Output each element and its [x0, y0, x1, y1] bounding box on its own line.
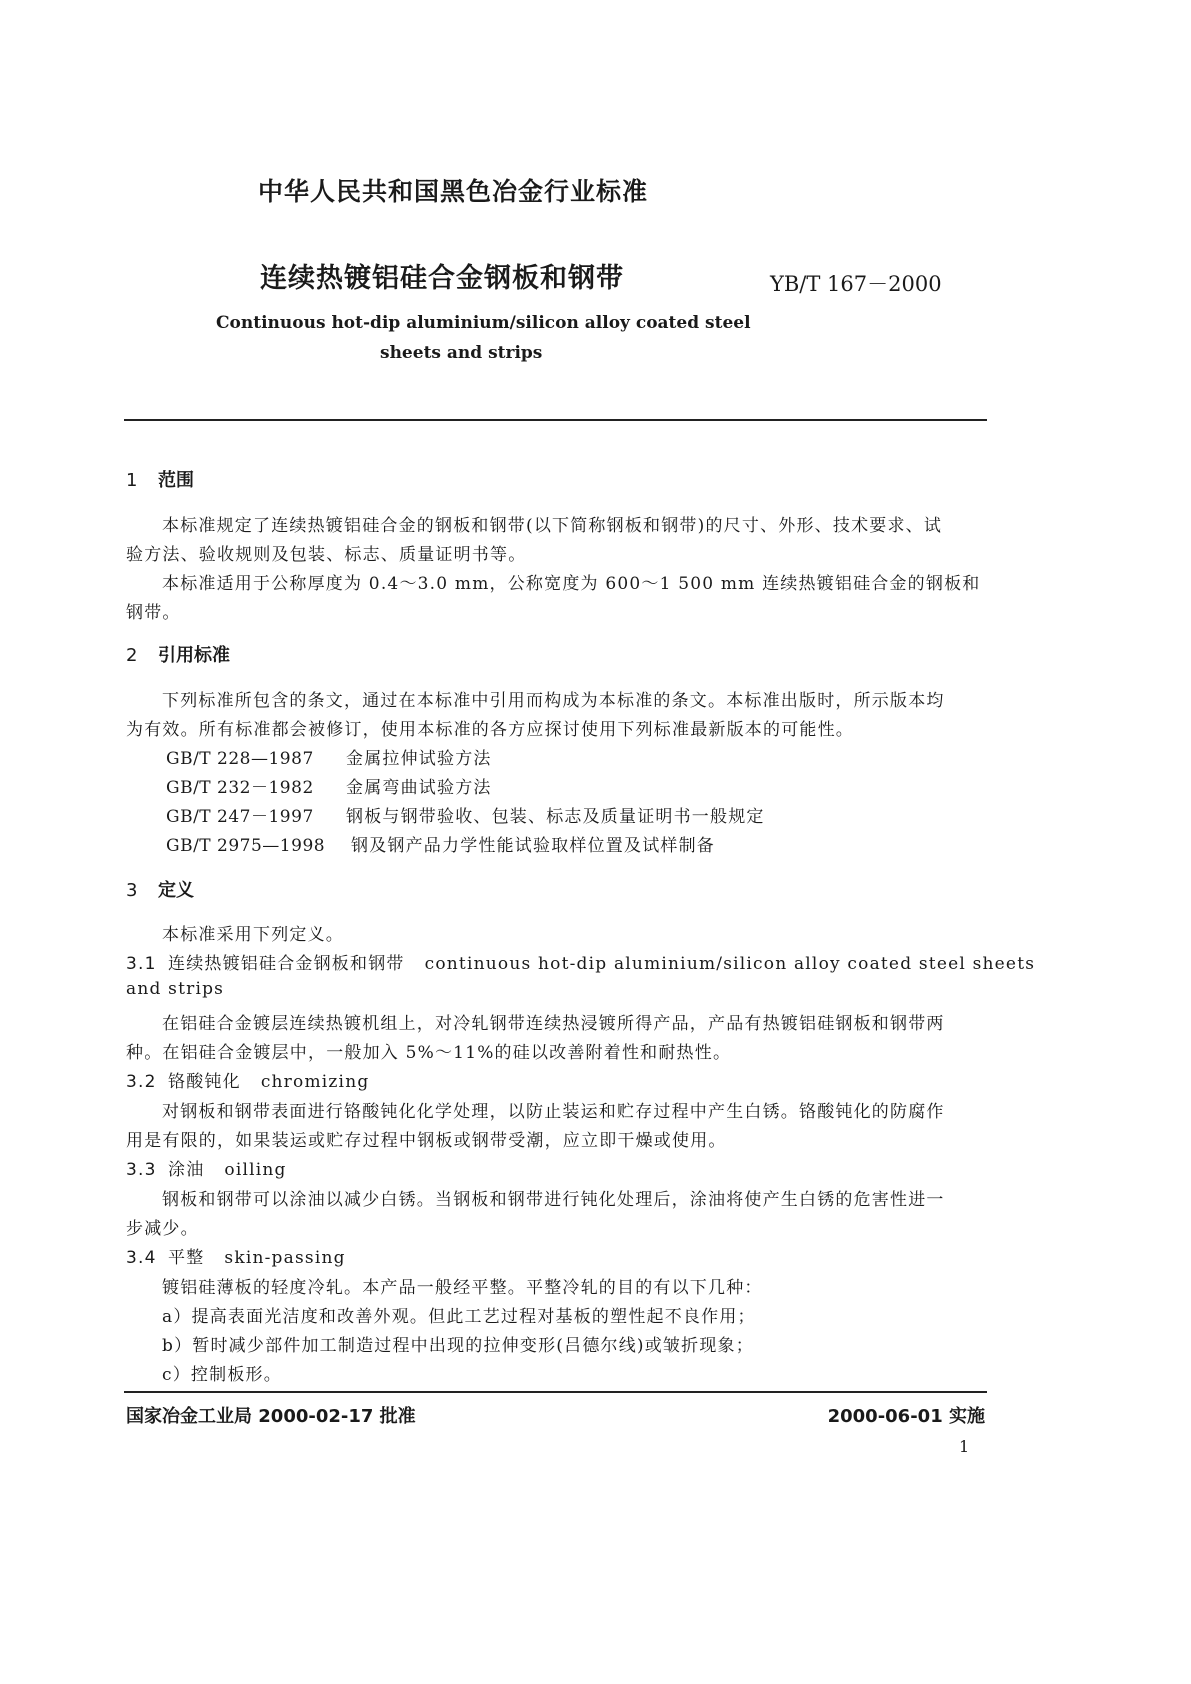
doc-title-zh: 连续热镀铝硅合金钢板和钢带: [260, 263, 624, 294]
definition-term-en: oilling: [224, 1160, 287, 1180]
definition-number: 3.1: [126, 954, 157, 974]
section-2-para-line-1: 下列标准所包含的条文，通过在本标准中引用而构成为本标准的条文。本标准出版时，所示版本均: [162, 691, 945, 711]
definition-3-2-heading: [126, 1067, 369, 1092]
definition-3-3-text-line-1: 钢板和钢带可以涂油以减少白锈。当钢板和钢带进行钝化处理后，涂油将使产生白锈的危害性进一: [162, 1190, 945, 1210]
footer-rule: [124, 1391, 987, 1393]
reference-title: 钢及钢产品力学性能试验取样位置及试样制备: [351, 836, 715, 856]
definition-3-3-heading: [126, 1155, 287, 1180]
definition-term-en: continuous hot-dip aluminium/silicon alloy coated steel sheets: [424, 954, 1036, 974]
section-1-para-2-line-1: 本标准适用于公称厚度为 0.4～3.0 mm，公称宽度为 600～1 500 mm 连续热镀铝硅合金的钢板和: [162, 574, 981, 594]
definition-3-2-text-line-1: 对钢板和钢带表面进行铬酸钝化化学处理，以防止装运和贮存过程中产生白锈。铬酸钝化的防腐作: [162, 1102, 945, 1122]
reference-code: GB/T 2975—1998: [166, 836, 326, 856]
implementation-date: 2000-06-01 实施: [827, 1406, 985, 1427]
reference-title: 钢板与钢带验收、包装、标志及质量证明书一般规定: [346, 807, 765, 827]
org-title: 中华人民共和国黑色冶金行业标准: [258, 177, 649, 206]
section-title: 定义: [158, 880, 194, 901]
definition-3-4-heading: [126, 1243, 346, 1268]
reference-code: GB/T 232－1982: [166, 778, 314, 798]
section-number: 1: [126, 470, 138, 491]
definition-term-zh: 涂油: [168, 1160, 205, 1180]
definition-3-4-text: 镀铝硅薄板的轻度冷轧。本产品一般经平整。平整冷轧的目的有以下几种：: [162, 1278, 763, 1298]
reference-item: [166, 802, 765, 827]
list-item: c）控制板形。: [162, 1365, 282, 1385]
definition-number: 3.4: [126, 1248, 157, 1268]
header-rule: [124, 419, 987, 421]
section-title: 范围: [158, 470, 194, 491]
reference-item: [166, 773, 492, 798]
approval-date: 国家冶金工业局 2000-02-17 批准: [126, 1406, 416, 1427]
section-2-heading: [126, 641, 230, 667]
definition-term-zh: 平整: [168, 1248, 205, 1268]
list-item: b）暂时减少部件加工制造过程中出现的拉伸变形(吕德尔线)或皱折现象；: [162, 1336, 754, 1356]
section-1-para-1-line-2: 验方法、验收规则及包装、标志、质量证明书等。: [126, 545, 527, 565]
page-number: 1: [959, 1437, 970, 1456]
section-1-para-2-line-2: 钢带。: [126, 603, 181, 623]
section-2-para-line-2: 为有效。所有标准都会被修订，使用本标准的各方应探讨使用下列标准最新版本的可能性。: [126, 720, 854, 740]
section-1-heading: [126, 466, 194, 492]
reference-code: GB/T 228—1987: [166, 749, 314, 769]
list-item: a）提高表面光洁度和改善外观。但此工艺过程对基板的塑性起不良作用；: [162, 1307, 756, 1327]
reference-item: [166, 744, 492, 769]
definition-term-en: skin-passing: [224, 1248, 346, 1268]
definition-term-en: chromizing: [260, 1072, 370, 1092]
section-3-intro: 本标准采用下列定义。: [162, 925, 344, 945]
section-number: 3: [126, 880, 138, 901]
doc-title-en-line2: sheets and strips: [380, 343, 543, 363]
doc-code: YB/T 167－2000: [770, 272, 942, 296]
reference-code: GB/T 247－1997: [166, 807, 314, 827]
section-1-para-1-line-1: 本标准规定了连续热镀铝硅合金的钢板和钢带(以下简称钢板和钢带)的尺寸、外形、技术要求、试: [162, 516, 943, 536]
definition-3-1-term-en-line-2: and strips: [126, 979, 225, 999]
definition-number: 3.2: [126, 1072, 157, 1092]
definition-term-zh: 铬酸钝化: [168, 1072, 241, 1092]
definition-number: 3.3: [126, 1160, 157, 1180]
doc-title-en-line1: Continuous hot-dip aluminium/silicon alloy coated steel: [216, 313, 751, 333]
reference-title: 金属拉伸试验方法: [346, 749, 492, 769]
definition-3-3-text-line-2: 步减少。: [126, 1219, 199, 1239]
definition-3-2-text-line-2: 用是有限的，如果装运或贮存过程中钢板或钢带受潮，应立即干燥或使用。: [126, 1131, 727, 1151]
definition-3-1-heading: [126, 949, 1035, 974]
reference-title: 金属弯曲试验方法: [346, 778, 492, 798]
reference-item: [166, 831, 715, 856]
definition-term-zh: 连续热镀铝硅合金钢板和钢带: [168, 954, 405, 974]
section-3-heading: [126, 876, 194, 902]
section-number: 2: [126, 645, 138, 666]
section-title: 引用标准: [158, 645, 230, 666]
definition-3-1-text-line-2: 种。在铝硅合金镀层中，一般加入 5%～11%的硅以改善附着性和耐热性。: [126, 1043, 732, 1063]
definition-3-1-text-line-1: 在铝硅合金镀层连续热镀机组上，对冷轧钢带连续热浸镀所得产品，产品有热镀铝硅钢板和钢带两: [162, 1014, 945, 1034]
